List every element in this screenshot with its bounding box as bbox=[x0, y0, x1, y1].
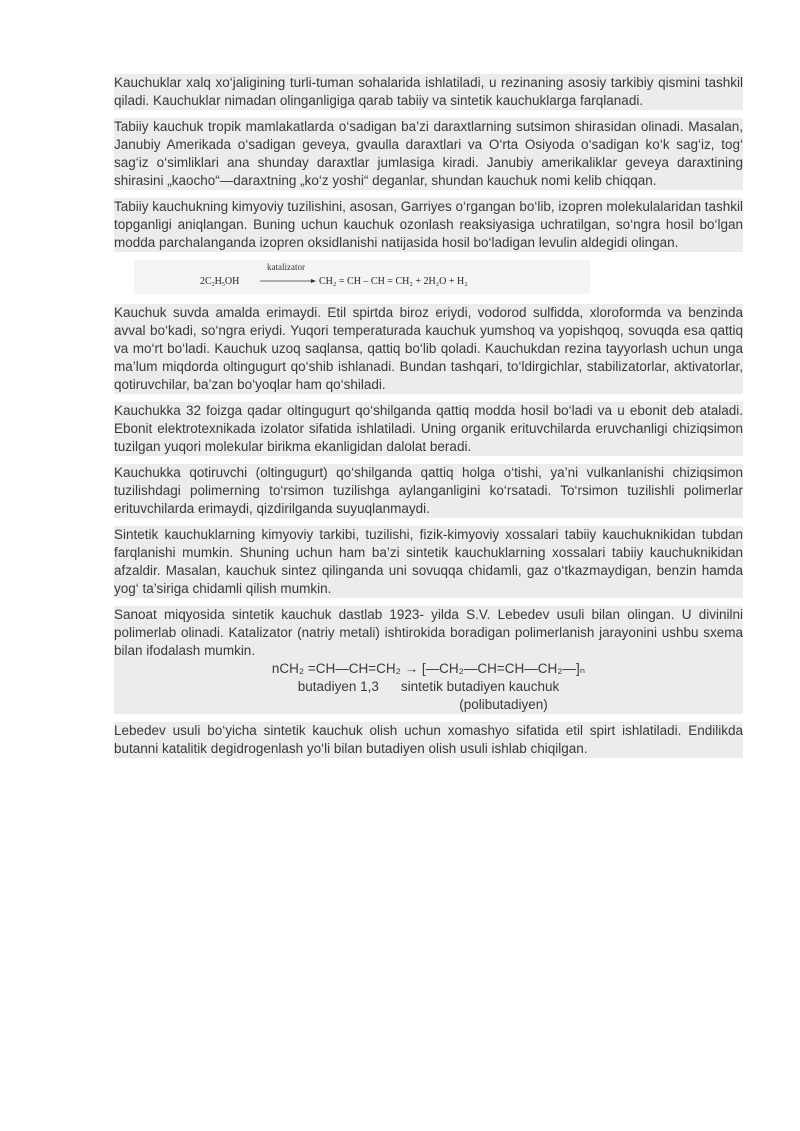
scheme-label-polybutadiene: (polibutadiyen) bbox=[459, 697, 548, 712]
reaction-arrowhead bbox=[311, 279, 316, 283]
paragraph-2: Tabiiy kauchuk tropik mamlakatlarda o‘sadigan ba’zi daraxtlarning sutsimon shirasidan olinadi. Masalan, Janubiy Amerikada o‘sadigan geveya, gvaulla daraxtlari va O‘rta Osiyoda o‘sadigan ko‘k sag‘iz, tog‘ sag‘iz o‘simliklari ana shunday daraxtlar jumlasiga kiradi. Janubiy amerikaliklar geveya daraxtining shirasini „kaocho“—daraxtning „ko‘z yoshi“ deganlar, shundan kauchuk nomi kelib chiqqan. bbox=[114, 119, 743, 188]
paragraph-4: Kauchuk suvda amalda erimaydi. Etil spirtda biroz eriydi, vodorod sulfidda, xloroformda va benzinda avval bo‘kadi, so‘ngra eriydi. Yuqori temperaturada kauchuk yumshoq va yopishqoq, sovuqda esa qattiq va mo‘rt bo‘ladi. Kauchuk uzoq saqlansa, qattiq bo‘lib qoladi. Kauchukdan rezina tayyorlash uchun unga ma’lum miqdorda oltingugurt qo‘shib ishlanadi. Bundan tashqari, to‘ldirgichlar, stabilizatorlar, aktivatorlar, qotiruvchilar, ba’zan bo‘yoqlar ham qo‘shiladi. bbox=[114, 305, 743, 392]
paragraph-9: Lebedev usuli bo‘yicha sintetik kauchuk olish uchun xomashyo sifatida etil spirt ishlatiladi. Endilikda butanni katalitik degidrogenlash yo‘li bilan butadiyen olish usuli ishlab chiqilgan. bbox=[114, 723, 743, 756]
reactant-part-1: 2C bbox=[200, 276, 212, 287]
paragraph-1: Kauchuklar xalq xo‘jaligining turli-tuman sohalarida ishlatiladi, u rezinaning asosiy tarkibiy qismini tashkil qiladi. Kauchuklar nimadan olinganligiga qarab tabiiy va sintetik kauchuklarga farqlanadi. bbox=[114, 75, 743, 108]
reaction-formula-image bbox=[134, 260, 590, 294]
scheme-label-rubber: sintetik butadiyen kauchuk bbox=[400, 679, 560, 694]
paragraph-8: Sanoat miqyosida sintetik kauchuk dastlab 1923- yilda S.V. Lebedev usuli bilan olingan. U divinilni polimerlab olinadi. Katalizator (natriy metali) ishtirokida boradigan polimerlanish jarayonini ushbu sxema bilan ifodalash mumkin. bbox=[114, 607, 743, 658]
reactant-part-2: H bbox=[214, 276, 222, 287]
catalyst-label: katalizator bbox=[267, 262, 305, 272]
polymerization-scheme bbox=[114, 660, 743, 714]
reactant-formula bbox=[200, 276, 239, 288]
paragraph-5: Kauchukka 32 foizga qadar oltingugurt qo‘shilganda qattiq modda hosil bo‘ladi va u ebonit deb ataladi. Ebonit elektrotexnikada izolator sifatida ishlatiladi. Uning organik erituvchilarda eruvchanligi chiziqsimon tuzilgan yuqori molekular birikma ekanligidan dalolat beradi. bbox=[114, 403, 743, 454]
reactant-sub-2: 5 bbox=[221, 282, 225, 288]
reaction-formula-svg bbox=[134, 260, 590, 294]
scheme-equation: nCH₂ =CH—CH=CH₂ → [—CH₂—CH=CH—CH₂—]ₙ bbox=[271, 661, 586, 676]
paragraph-7: Sintetik kauchuklarning kimyoviy tarkibi, tuzilishi, fizik-kimyoviy xossalari tabiiy kauchuknikidan tubdan farqlanishi mumkin. Shuning uchun ham ba’zi sintetik kauchuklarning xossalari tabiiy kauchuknikidan afzaldir. Masalan, kauchuk sintez qilinganda uni sovuqqa chidamli, gaz o‘tkazmaydigan, benzin hamda yog‘ ta’siriga chidamli qilish mumkin. bbox=[114, 527, 743, 596]
scheme-labels bbox=[114, 678, 743, 696]
paragraph-6: Kauchukka qotiruvchi (oltingugurt) qo‘shilganda qattiq holga o‘tishi, ya’ni vulkanlanishi chiziqsimon tuzilishdagi polimerning to‘rsimon tuzilishga aylanganligini ko‘rsatadi. To‘rsimon tuzilishli polimerlar erituvchilarda erimaydi, qizdirilganda suyuqlanmaydi. bbox=[114, 465, 743, 516]
scheme-label-butadiene: butadiyen 1,3 bbox=[297, 679, 379, 694]
reactant-part-3: OH bbox=[224, 276, 240, 287]
product-formula: CH₂ = CH – CH = CH₂ + 2H₂O + H₂ bbox=[319, 276, 468, 287]
reactant-sub-1: 2 bbox=[211, 282, 215, 288]
document-body bbox=[114, 74, 743, 766]
paragraph-3: Tabiiy kauchukning kimyoviy tuzilishini, asosan, Garriyes o‘rgangan bo‘lib, izopren molekulalaridan tashkil topganligi aniqlangan. Buning uchun kauchuk ozonlash reaksiyasiga uchratilgan, so‘ngra hosil bo‘lgan modda parchalanganda izopren oksidlanishi natijasida hosil bo‘ladigan levulin aldegidi olingan. bbox=[114, 199, 743, 250]
